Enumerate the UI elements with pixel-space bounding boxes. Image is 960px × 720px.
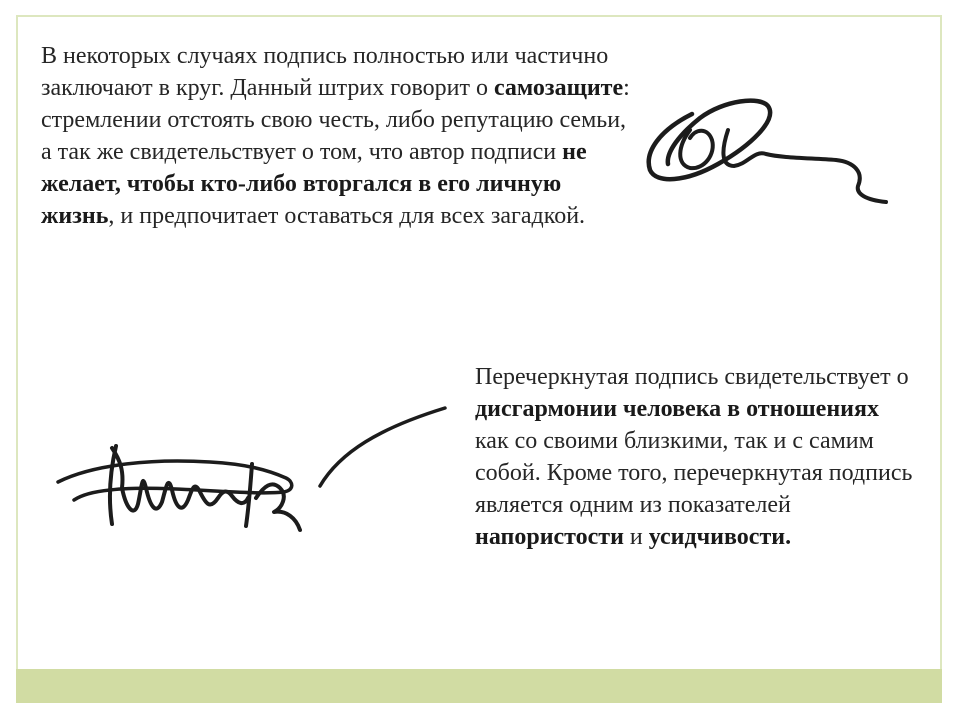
bold-term-assertiveness: напористости xyxy=(475,524,624,550)
signature-letter-stroke xyxy=(680,130,713,168)
text-run: и xyxy=(623,524,649,550)
text-run: , и предпочитает оставаться для всех загадкой. xyxy=(108,203,586,229)
signature-flourish-stroke xyxy=(320,408,445,486)
bold-term-perseverance: усидчивости. xyxy=(648,524,792,550)
text-run: : стремлении отстоять свою честь, либо репутацию семьи, а так же свидетельствует о том, что автор подписи xyxy=(41,75,630,165)
footer-band xyxy=(16,669,942,703)
bold-term-disharmony: дисгармонии человека в отношениях xyxy=(475,396,879,422)
bold-term-privacy: не желает, чтобы кто-либо вторгался в его личную жизнь xyxy=(41,139,587,229)
crossed-signature-description xyxy=(475,361,915,553)
bold-term-self-defense: самозащите xyxy=(493,75,624,101)
signature-loop-stroke xyxy=(649,101,770,180)
circled-signature-image xyxy=(640,90,900,215)
circled-signature-description xyxy=(41,40,631,232)
crossed-signature-image xyxy=(50,400,455,540)
text-run: Перечеркнутая подпись свидетельствует о xyxy=(475,364,909,390)
text-run: В некоторых случаях подпись полностью или частично заключают в круг. Данный штрих говорит о xyxy=(41,43,609,101)
signature-tail-stroke xyxy=(723,130,886,202)
text-run: как со своими близкими, так и с самим собой. Кроме того, перечеркнутая подпись является одним из показателей xyxy=(475,428,913,518)
